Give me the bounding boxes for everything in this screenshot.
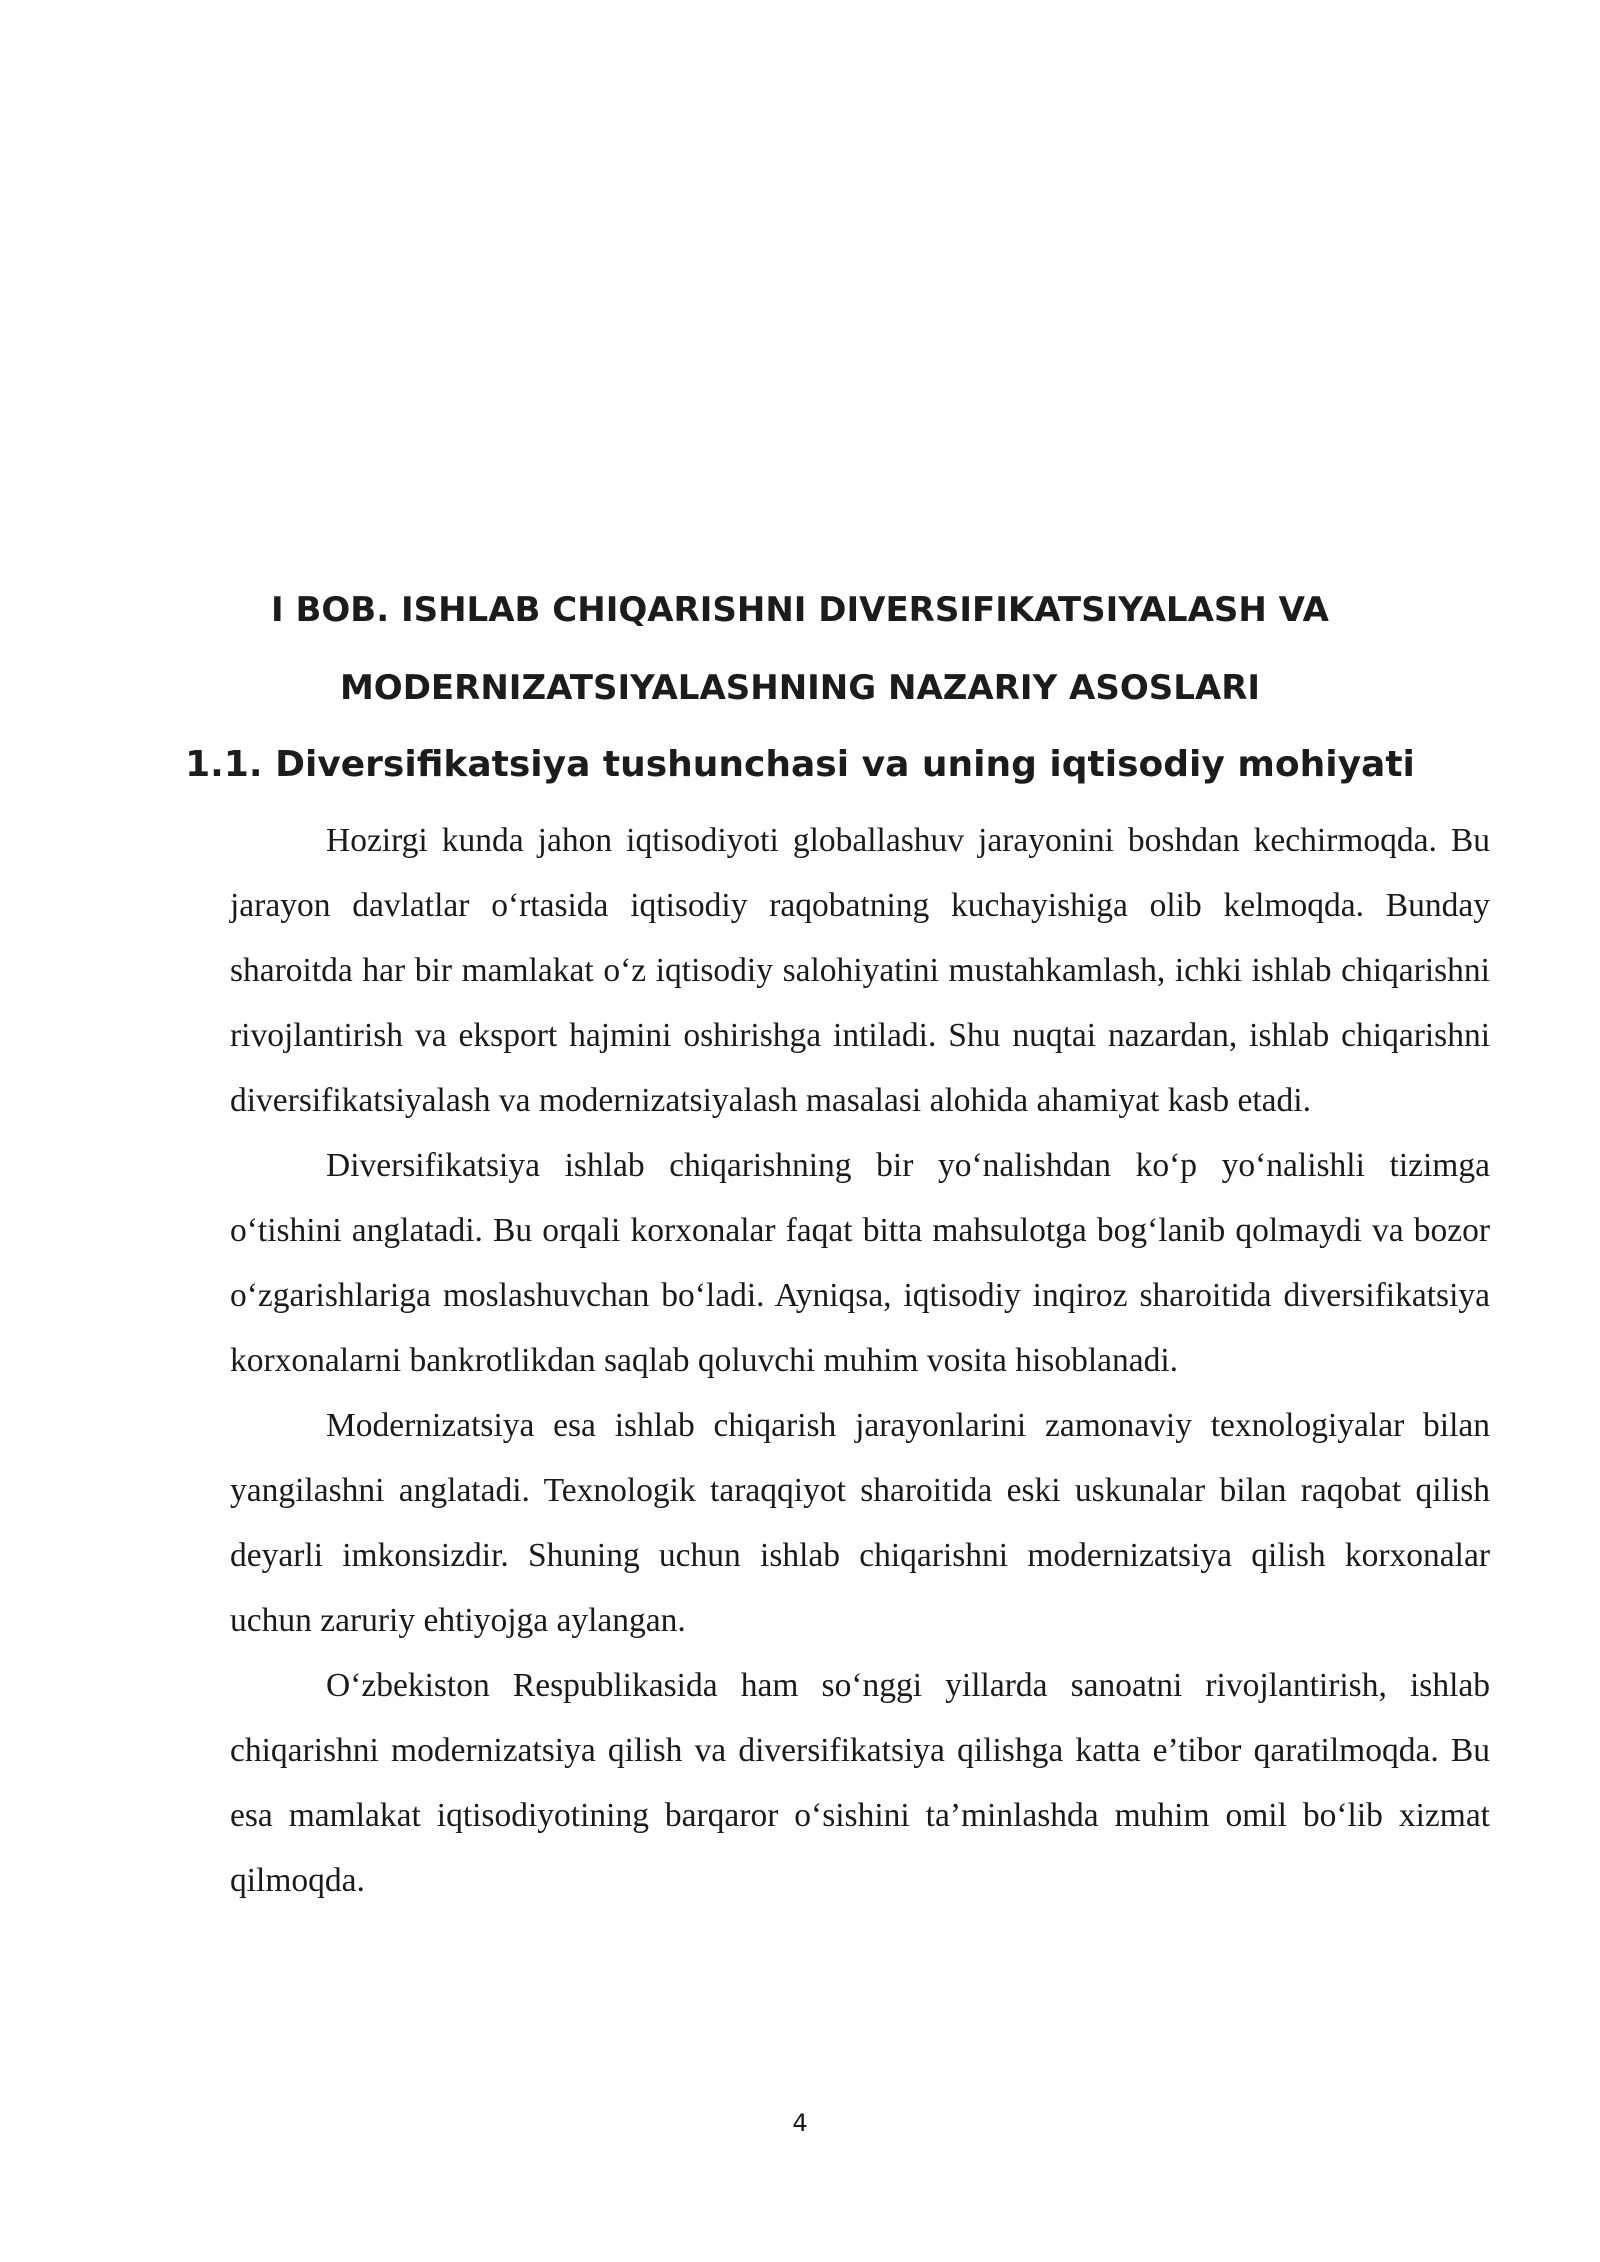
chapter-title-line-2: MODERNIZATSIYALASHNING NAZARIY ASOSLARI: [339, 668, 1261, 708]
paragraph-1: Hozirgi kunda jahon iqtisodiyoti globallashuv jarayonini boshdan kechirmoqda. Bu jarayon davlatlar o‘rtasida iqtisodiy raqobatning kuchayishiga olib kelmoqda. Bunday sharoitda har bir mamlakat o‘z iqtisodiy salohiyatini mustahkamlash, ichki ishlab chiqarishni rivojlantirish va eksport hajmini oshirishga intiladi. Shu nuqtai nazardan, ishlab chiqarishni diversifikatsiyalash va modernizatsiyalash masalasi alohida ahamiyat kasb etadi.: [230, 822, 1490, 1119]
paragraph-2: Diversifikatsiya ishlab chiqarishning bir yo‘nalishdan ko‘p yo‘nalishli tizimga o‘tishini anglatadi. Bu orqali korxonalar faqat bitta mahsulotga bog‘lanib qolmaydi va bozor o‘zgarishlariga moslashuvchan bo‘ladi. Ayniqsa, iqtisodiy inqiroz sharoitida diversifikatsiya korxonalarni bankrotlikdan saqlab qoluvchi muhim vosita hisoblanadi.: [230, 1147, 1490, 1379]
body-text: [230, 808, 1490, 1913]
section-title: 1.1. Diversifikatsiya tushunchasi va uning iqtisodiy mohiyati: [185, 744, 1415, 785]
paragraph-4: O‘zbekiston Respublikasida ham so‘nggi yillarda sanoatni rivojlantirish, ishlab chiqarishni modernizatsiya qilish va diversifikatsiya qilishga katta e’tibor qaratilmoqda. Bu esa mamlakat iqtisodiyotining barqaror o‘sishini ta’minlashda muhim omil bo‘lib xizmat qilmoqda.: [230, 1667, 1490, 1899]
paragraph-3: Modernizatsiya esa ishlab chiqarish jarayonlarini zamonaviy texnologiyalar bilan yangilashni anglatadi. Texnologik taraqqiyot sharoitida eski uskunalar bilan raqobat qilish deyarli imkonsizdir. Shuning uchun ishlab chiqarishni modernizatsiya qilish korxonalar uchun zaruriy ehtiyojga aylangan.: [230, 1407, 1490, 1639]
chapter-title-line-1: I BOB. ISHLAB CHIQARISHNI DIVERSIFIKATSIYALASH VA: [270, 590, 1329, 630]
page-number: 4: [792, 2109, 808, 2137]
